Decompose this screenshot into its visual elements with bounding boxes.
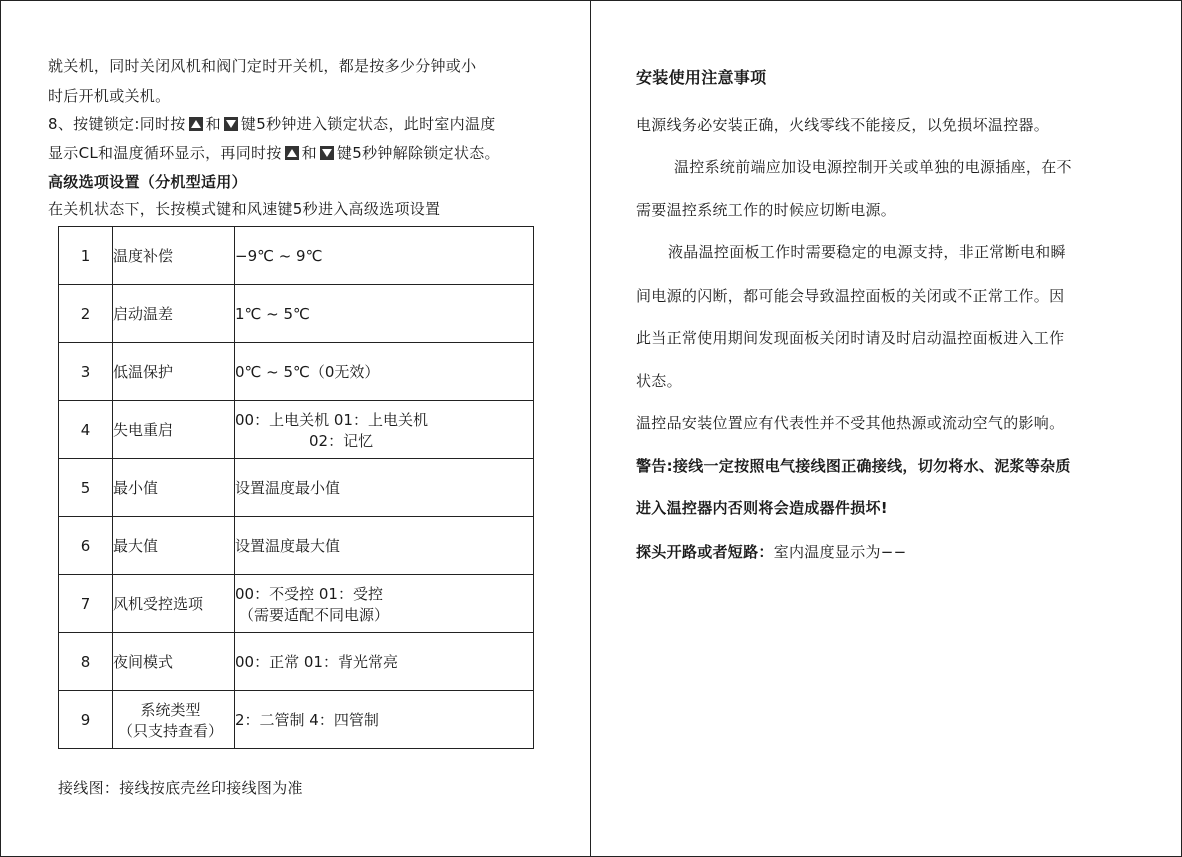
setting-range-line: （需要适配不同电源） xyxy=(239,605,390,624)
setting-name: 低温保护 xyxy=(113,343,235,401)
advanced-settings-heading: 高级选项设置（分机型适用） xyxy=(48,173,247,191)
down-arrow-key-icon xyxy=(320,146,334,160)
key-lock-text: 和 xyxy=(205,115,221,133)
notes-line: 液晶温控面板工作时需要稳定的电源支持，非正常断电和瞬 xyxy=(668,243,1066,261)
notes-line: 温控系统前端应加设电源控制开关或单独的电源插座，在不 xyxy=(674,158,1072,176)
setting-name: 最小值 xyxy=(113,459,235,517)
probe-fault-label: 探头开路或者短路： xyxy=(636,543,774,561)
notes-line: 间电源的闪断，都可能会导致温控面板的关闭或不正常工作。因 xyxy=(636,287,1065,305)
up-arrow-key-icon xyxy=(189,117,203,131)
warning-line: 警告:接线一定按照电气接线图正确接线，切勿将水、泥浆等杂质 xyxy=(636,457,1071,475)
setting-range-line: 00：不受控 01：受控 xyxy=(235,584,383,603)
setting-range xyxy=(235,401,534,459)
setting-name: 风机受控选项 xyxy=(113,575,235,633)
setting-range-line: 02：记忆 xyxy=(309,431,374,450)
advanced-settings-table xyxy=(58,226,534,749)
setting-name: 最大值 xyxy=(113,517,235,575)
paragraph-line: 时后开机或关机。 xyxy=(48,87,171,105)
table-row xyxy=(59,227,534,285)
key-lock-text: 键5秒钟解除锁定状态。 xyxy=(336,144,500,162)
row-number: 4 xyxy=(59,401,113,459)
key-lock-text: 显示CL和温度循环显示，再同时按 xyxy=(48,144,282,162)
row-number: 2 xyxy=(59,285,113,343)
warning-line: 进入温控器内否则将会造成器件损坏! xyxy=(636,499,888,517)
table-row xyxy=(59,517,534,575)
notes-line: 状态。 xyxy=(636,372,682,390)
key-lock-line xyxy=(48,143,500,163)
setting-range: 0℃ ~ 5℃（0无效） xyxy=(235,343,534,401)
notes-line: 需要温控系统工作的时候应切断电源。 xyxy=(636,201,897,219)
notes-line: 电源线务必安装正确，火线零线不能接反，以免损坏温控器。 xyxy=(636,116,1050,134)
down-arrow-key-icon xyxy=(224,117,238,131)
setting-range: 设置温度最大值 xyxy=(235,517,534,575)
key-lock-line xyxy=(48,114,496,134)
setting-name: 失电重启 xyxy=(113,401,235,459)
key-lock-text: 键5秒钟进入锁定状态，此时室内温度 xyxy=(240,115,496,133)
table-row xyxy=(59,575,534,633)
key-lock-text: 和 xyxy=(301,144,317,162)
row-number: 5 xyxy=(59,459,113,517)
table-row xyxy=(59,691,534,749)
advanced-settings-intro: 在关机状态下，长按模式键和风速键5秒进入高级选项设置 xyxy=(48,200,441,218)
setting-name: 启动温差 xyxy=(113,285,235,343)
table-row xyxy=(59,459,534,517)
setting-range xyxy=(235,575,534,633)
setting-name: 温度补偿 xyxy=(113,227,235,285)
setting-name: 夜间模式 xyxy=(113,633,235,691)
paragraph-line: 就关机，同时关闭风机和阀门定时开关机，都是按多少分钟或小 xyxy=(48,57,477,75)
table-row xyxy=(59,401,534,459)
installation-notes-heading: 安装使用注意事项 xyxy=(636,68,767,87)
key-lock-text: 8、按键锁定:同时按 xyxy=(48,115,186,133)
up-arrow-key-icon xyxy=(285,146,299,160)
setting-range: 1℃ ~ 5℃ xyxy=(235,285,534,343)
wiring-note: 接线图：接线按底壳丝印接线图为准 xyxy=(58,779,303,797)
row-number: 9 xyxy=(59,691,113,749)
notes-line: 温控品安装位置应有代表性并不受其他热源或流动空气的影响。 xyxy=(636,414,1065,432)
table-row xyxy=(59,633,534,691)
row-number: 7 xyxy=(59,575,113,633)
setting-name xyxy=(113,691,235,749)
table-row xyxy=(59,285,534,343)
setting-range: 设置温度最小值 xyxy=(235,459,534,517)
notes-line: 此当正常使用期间发现面板关闭时请及时启动温控面板进入工作 xyxy=(636,329,1065,347)
setting-name-line: 系统类型 xyxy=(140,700,201,719)
probe-fault-line xyxy=(636,542,907,562)
probe-fault-text: 室内温度显示为−− xyxy=(773,543,907,561)
setting-range: 00：正常 01：背光常亮 xyxy=(235,633,534,691)
row-number: 8 xyxy=(59,633,113,691)
table-row xyxy=(59,343,534,401)
setting-range: 2：二管制 4：四管制 xyxy=(235,691,534,749)
setting-range-line: 00：上电关机 01：上电关机 xyxy=(235,410,428,429)
row-number: 3 xyxy=(59,343,113,401)
row-number: 1 xyxy=(59,227,113,285)
row-number: 6 xyxy=(59,517,113,575)
setting-range: −9℃ ~ 9℃ xyxy=(235,227,534,285)
setting-name-line: （只支持查看） xyxy=(117,721,223,740)
